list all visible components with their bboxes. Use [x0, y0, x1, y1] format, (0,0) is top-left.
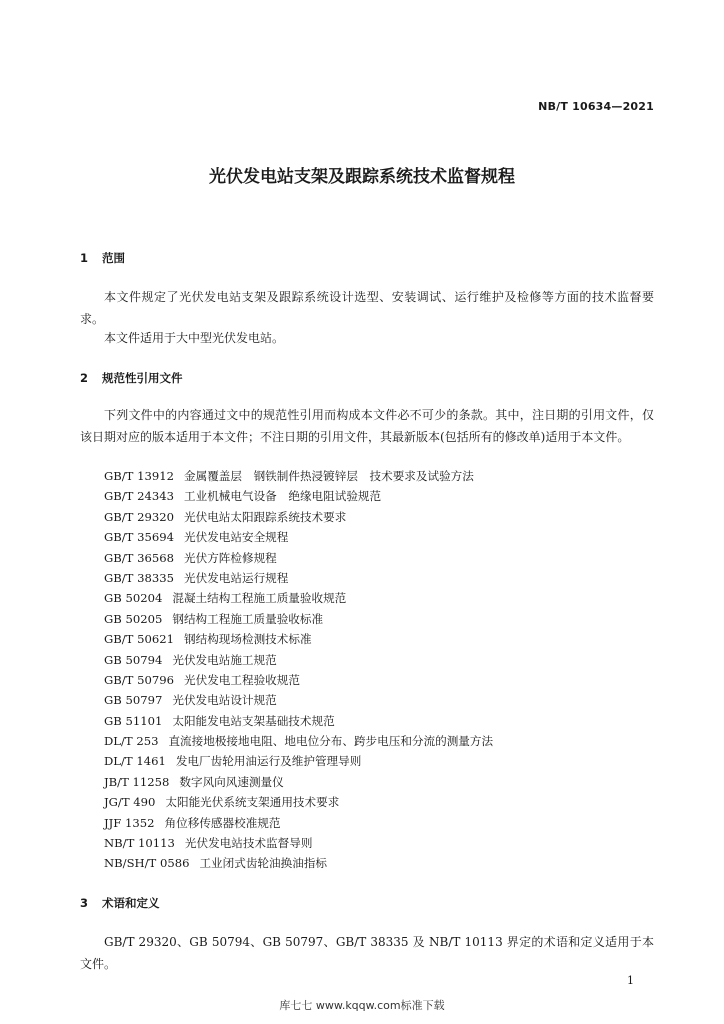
- reference-title: 光伏方阵检修规程: [184, 550, 277, 565]
- reference-item: [104, 650, 493, 670]
- reference-code: GB 50205: [104, 611, 163, 626]
- reference-title: 数字风向风速测量仪: [179, 774, 284, 789]
- reference-item: [104, 568, 493, 588]
- reference-item: [104, 629, 493, 649]
- section-1-paragraph-1: 本文件规定了光伏发电站支架及跟踪系统设计选型、安装调试、运行维护及检修等方面的技术监督要求。: [80, 290, 654, 326]
- reference-item: [104, 609, 493, 629]
- reference-code: GB/T 13912: [104, 469, 174, 483]
- section-3-heading: [80, 895, 160, 911]
- reference-code: GB 50204: [104, 591, 163, 606]
- reference-title: 光伏发电站运行规程: [184, 570, 289, 585]
- section-title: 术语和定义: [102, 896, 160, 910]
- reference-code: JJF 1352: [104, 815, 155, 830]
- reference-code: GB/T 50796: [104, 672, 174, 687]
- reference-code: JG/T 490: [104, 795, 156, 810]
- reference-title: 光伏电站太阳跟踪系统技术要求: [184, 509, 347, 524]
- reference-item: [104, 527, 493, 547]
- reference-item: [104, 833, 493, 853]
- reference-title: 太阳能光伏系统支架通用技术要求: [165, 795, 340, 810]
- reference-item: [104, 711, 493, 731]
- reference-item: [104, 507, 493, 527]
- document-title: 光伏发电站支架及跟踪系统技术监督规程: [209, 167, 515, 187]
- reference-item: [104, 792, 493, 812]
- reference-item: [104, 466, 493, 486]
- reference-code: GB/T 36568: [104, 550, 174, 565]
- reference-title: 混凝土结构工程施工质量验收规范: [172, 591, 347, 606]
- reference-code: NB/T 10113: [104, 836, 175, 851]
- reference-code: GB/T 50621: [104, 632, 174, 647]
- section-title: 范围: [102, 251, 125, 265]
- section-1-heading: [80, 250, 125, 266]
- reference-item: [104, 690, 493, 710]
- reference-code: GB 50794: [104, 652, 163, 667]
- section-number: 2: [80, 371, 89, 385]
- reference-title: 发电厂齿轮用油运行及维护管理导则: [175, 754, 362, 769]
- reference-code: DL/T 1461: [104, 754, 166, 769]
- reference-item: [104, 751, 493, 771]
- reference-item: [104, 772, 493, 792]
- footer-watermark: 库七七 www.kqqw.com标准下载: [279, 999, 445, 1012]
- section-number: 3: [80, 896, 89, 910]
- reference-code: GB 50797: [104, 693, 163, 708]
- section-3-paragraph-1: GB/T 29320、GB 50794、GB 50797、GB/T 38335 及 NB/T 10113 界定的术语和定义适用于本文件。: [80, 935, 654, 971]
- reference-title: 光伏发电站设计规范: [172, 693, 277, 708]
- reference-title: 光伏发电工程验收规范: [184, 672, 300, 687]
- section-number: 1: [80, 251, 89, 265]
- reference-item: [104, 548, 493, 568]
- reference-code: JB/T 11258: [104, 774, 170, 789]
- reference-item: [104, 853, 493, 873]
- reference-code: GB/T 38335: [104, 570, 174, 585]
- reference-title: 太阳能发电站支架基础技术规范: [172, 713, 335, 728]
- reference-code: GB/T 35694: [104, 530, 174, 545]
- reference-title: 工业机械电气设备 绝缘电阻试验规范: [184, 489, 382, 504]
- standard-code: NB/T 10634—2021: [538, 100, 654, 113]
- reference-item: [104, 670, 493, 690]
- reference-item: [104, 486, 493, 506]
- reference-title: 直流接地极接地电阻、地电位分布、跨步电压和分流的测量方法: [168, 734, 494, 749]
- normative-references-list: [104, 466, 493, 874]
- reference-title: 光伏发电站安全规程: [184, 530, 289, 545]
- reference-title: 工业闭式齿轮油换油指标: [199, 856, 327, 871]
- reference-title: 金属覆盖层 钢铁制件热浸镀锌层 技术要求及试验方法: [184, 469, 474, 483]
- reference-title: 角位移传感器校准规范: [164, 815, 281, 830]
- reference-item: [104, 731, 493, 751]
- reference-code: GB/T 29320: [104, 509, 174, 524]
- reference-item: [104, 588, 493, 608]
- reference-code: DL/T 253: [104, 734, 159, 749]
- page-number: 1: [627, 974, 634, 987]
- reference-code: GB 51101: [104, 713, 163, 728]
- reference-title: 钢结构工程施工质量验收标准: [172, 611, 324, 626]
- reference-code: GB/T 24343: [104, 489, 174, 504]
- section-2-paragraph-1: 下列文件中的内容通过文中的规范性引用而构成本文件必不可少的条款。其中，注日期的引用文件，仅该日期对应的版本适用于本文件；不注日期的引用文件，其最新版本(包括所有的修改单)适用于本文件。: [80, 408, 654, 444]
- reference-code: NB/SH/T 0586: [104, 856, 190, 871]
- section-2-heading: [80, 370, 183, 386]
- reference-title: 钢结构现场检测技术标准: [184, 632, 312, 647]
- section-title: 规范性引用文件: [102, 371, 183, 385]
- reference-title: 光伏发电站施工规范: [172, 652, 277, 667]
- reference-title: 光伏发电站技术监督导则: [184, 836, 313, 851]
- reference-item: [104, 813, 493, 833]
- section-1-paragraph-2: 本文件适用于大中型光伏发电站。: [104, 331, 285, 345]
